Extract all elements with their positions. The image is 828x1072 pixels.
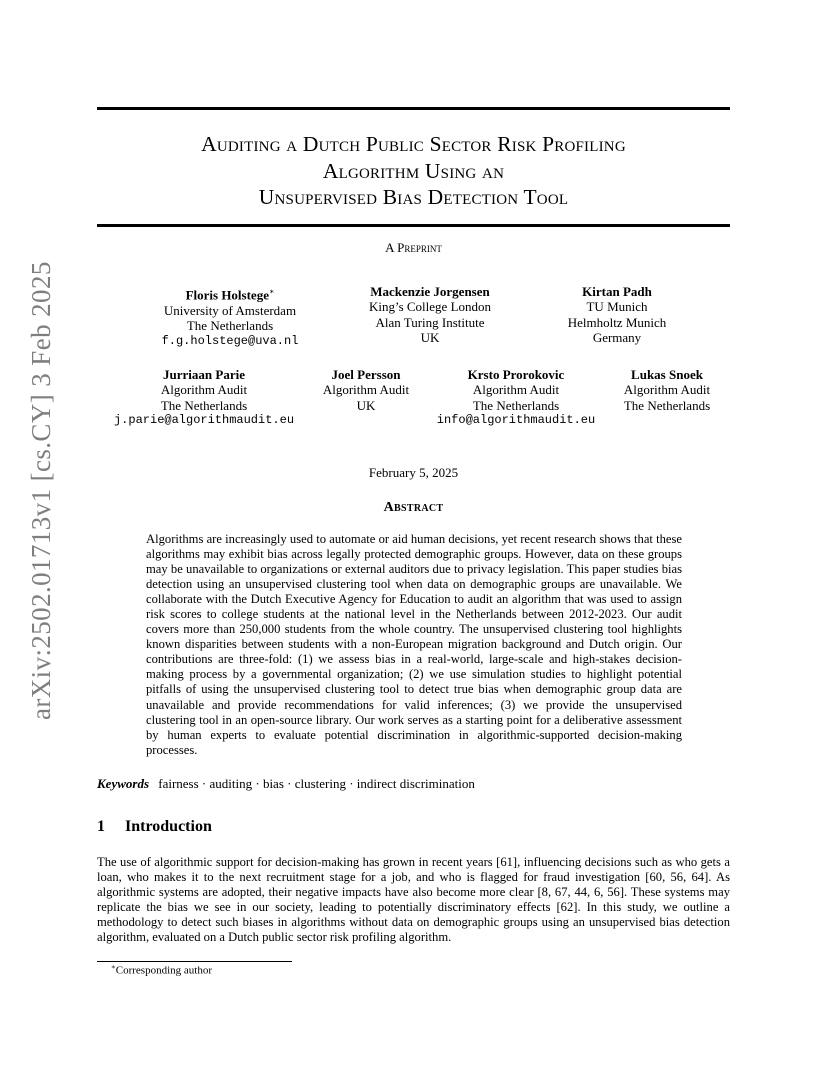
publication-date: February 5, 2025: [368, 465, 459, 480]
author-country: The Netherlands: [472, 397, 560, 413]
author-block: [140, 284, 320, 349]
author-country: UK: [356, 397, 376, 413]
author-country: UK: [420, 330, 440, 346]
author-email[interactable]: f.g.holstege@uva.nl: [161, 333, 299, 348]
title-line-3: Unsupervised Bias Detection Tool: [258, 185, 569, 209]
top-rule: [97, 107, 730, 110]
keywords-line: [97, 776, 475, 792]
author-name: Joel Persson: [331, 367, 401, 382]
section-title: Introduction: [125, 818, 212, 835]
author-email[interactable]: j.parie@algorithmaudit.eu: [113, 413, 295, 428]
author-block: [104, 367, 304, 429]
author-affiliation: TU Munich: [586, 299, 648, 315]
author-name: Lukas Snoek: [631, 367, 703, 382]
author-country: The Netherlands: [623, 397, 711, 413]
section-number: 1: [97, 818, 105, 835]
title-bottom-rule: [97, 224, 730, 227]
author-block: [426, 367, 606, 429]
author-block: [340, 284, 520, 346]
footnote-text: Corresponding author: [115, 964, 212, 977]
author-affiliation: Algorithm Audit: [472, 382, 560, 398]
author-email[interactable]: info@algorithmaudit.eu: [436, 413, 596, 428]
author-country: The Netherlands: [186, 318, 274, 334]
author-country: Germany: [592, 330, 642, 346]
author-block: [527, 284, 707, 346]
introduction-paragraph: The use of algorithmic support for decision-making has grown in recent years [61], influencing decisions such as who gets a loan, who makes it to the next recruitment stage for a job, and who is flagged for fraud investigation [60, 56, 64]. As algorithmic systems are adopted, their negative impacts have also become more clear [8, 67, 44, 6, 56]. These systems may replicate the bias we see in our society, leading to potentially discriminatory effects [62]. In this study, we outline a methodology to detect such biases in algorithms without data on demographic groups using an unsupervised bias detection algorithm, evaluated on a Dutch public sector risk profiling algorithm.: [97, 855, 730, 945]
author-affiliation: Algorithm Audit: [322, 382, 410, 398]
abstract-heading: Abstract: [383, 500, 444, 515]
abstract-body: Algorithms are increasingly used to automate or aid human decisions, yet recent research shows that these algorithms may exhibit bias across legally protected demographic groups. However, data on these groups may be unavailable to organizations or external auditors due to privacy legislation. This paper studies bias detection using an unsupervised clustering tool when data on demographic groups are unavailable. We collaborate with the Dutch Executive Agency for Education to audit an algorithm that was used to assign risk scores to college students at the national level in the Netherlands between 2012-2023. Our audit covers more than 250,000 students from the whole country. The unsupervised clustering tool highlights known disparities between students with a non-European migration background and Dutch origin. Our contributions are three-fold: (1) we assess bias in a real-world, large-scale and high-stakes decision-making process by a governmental organization; (2) we use simulation studies to highlight potential pitfalls of using the unsupervised clustering tool to detect true bias when demographic group data are unavailable and provide recommendations for valid inferences; (3) we provide the unsupervised clustering tool in an open-source library. Our work serves as a starting point for a deliberative assessment by human experts to evaluate potential discrimination in algorithmic-supported decision-making processes.: [146, 532, 682, 757]
author-name: Kirtan Padh: [582, 284, 652, 299]
footnote: [111, 963, 212, 977]
section-heading: [97, 818, 212, 836]
author-affiliation: University of Amsterdam: [163, 302, 297, 318]
arxiv-identifier: arXiv:2502.01713v1 [cs.CY] 3 Feb 2025: [26, 261, 56, 720]
footnote-marker: ∗: [268, 287, 275, 296]
paper-title: [97, 131, 730, 211]
author-country: The Netherlands: [160, 397, 248, 413]
author-affiliation: Helmholtz Munich: [567, 314, 667, 330]
author-affiliation: Algorithm Audit: [160, 382, 248, 398]
title-line-2: Algorithm Using an: [322, 158, 505, 183]
author-affiliation: Alan Turing Institute: [375, 314, 485, 330]
keywords-label: Keywords: [97, 776, 149, 791]
author-affiliation: King’s College London: [368, 299, 492, 315]
keywords-list: fairness · auditing · bias · clustering · indirect discrimination: [158, 776, 475, 791]
author-name: Floris Holstege∗: [185, 287, 275, 303]
footnote-marker: ∗: [111, 963, 116, 971]
preprint-label: A Preprint: [385, 240, 442, 255]
author-block: [306, 367, 426, 413]
author-name: Jurriaan Parie: [163, 367, 245, 382]
author-name: Mackenzie Jorgensen: [370, 284, 490, 299]
author-affiliation: Algorithm Audit: [623, 382, 711, 398]
author-block: [602, 367, 732, 413]
title-line-1: Auditing a Dutch Public Sector Risk Profiling: [201, 132, 626, 156]
footnote-rule: [97, 961, 292, 962]
author-name: Krsto Prorokovic: [467, 367, 565, 382]
